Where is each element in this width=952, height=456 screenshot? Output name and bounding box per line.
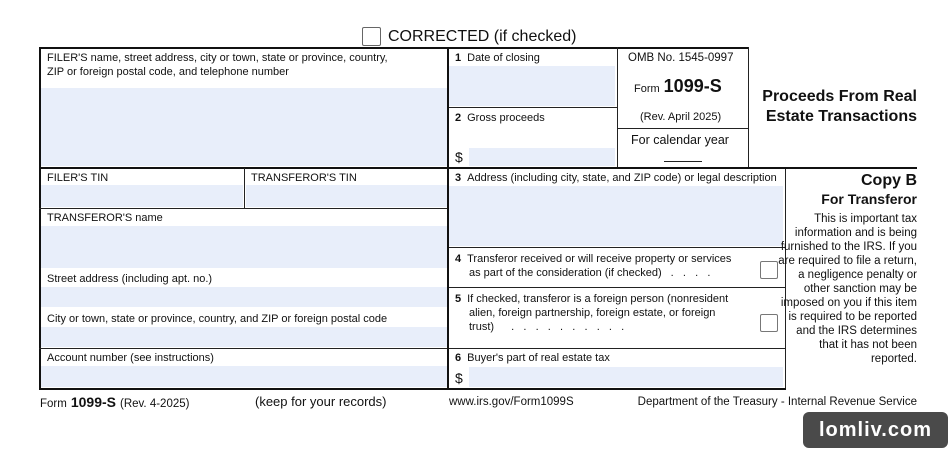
gross-proceeds-field[interactable] — [469, 148, 615, 166]
filer-tin-field[interactable] — [41, 185, 243, 207]
box4-dots: . . . . — [670, 267, 711, 279]
box2-label — [455, 111, 545, 125]
box6-label — [455, 351, 610, 365]
box1-number: 1 — [455, 52, 462, 64]
footer-department: Department of the Treasury - Internal Revenue Service — [637, 396, 917, 408]
box5-checkbox[interactable] — [760, 314, 778, 332]
omb-number: OMB No. 1545-0997 — [628, 52, 734, 64]
tin-divider — [244, 168, 245, 208]
account-number-label: Account number (see instructions) — [47, 352, 214, 364]
box5-text-3: trust) — [469, 321, 495, 333]
omb-form-id — [634, 76, 722, 97]
box4-text-1: Transferor received or will receive property or services — [467, 253, 732, 265]
box6-dollar-sign: $ — [455, 370, 463, 386]
footer-form-number: 1099-S — [70, 394, 116, 410]
corrected-checkbox-group[interactable] — [362, 27, 576, 46]
property-address-field[interactable] — [449, 186, 783, 246]
box4-text-2: as part of the consideration (if checked) — [469, 267, 662, 279]
footer-revision: (Rev. 4-2025) — [120, 398, 190, 410]
transferor-tin-field[interactable] — [246, 185, 447, 207]
box5-text-1: If checked, transferor is a foreign person (nonresident — [467, 293, 729, 305]
transferor-name-field[interactable] — [41, 226, 447, 268]
street-address-field[interactable] — [41, 287, 447, 307]
box2-number: 2 — [455, 112, 462, 124]
form-title-line-2: Estate Transactions — [765, 108, 917, 125]
box1-text: Date of closing — [467, 52, 540, 64]
box6-number: 6 — [455, 352, 462, 364]
tin-bottom-rule — [39, 208, 449, 209]
box5-label-1 — [455, 292, 728, 306]
buyers-real-estate-tax-field[interactable] — [469, 367, 783, 387]
corrected-checkbox[interactable] — [362, 27, 381, 46]
watermark-logo: lomliv.com — [803, 412, 948, 448]
calendar-year-field[interactable] — [664, 148, 702, 161]
copy-notice: This is important tax information and is being furnished to the IRS. If you are required to file a return, a negligence penalty or other sanction may be imposed on you if this item is required to be reported and the IRS determines that it has not been reported. — [778, 213, 917, 365]
city-label: City or town, state or province, country, and ZIP or foreign postal code — [47, 313, 388, 325]
account-number-field[interactable] — [41, 366, 447, 387]
transferor-name-label: TRANSFEROR'S name — [47, 212, 163, 224]
box6-text: Buyer's part of real estate tax — [467, 352, 610, 364]
calendar-top-rule — [617, 128, 749, 129]
box4-label-2 — [469, 266, 710, 280]
box5-label-2: alien, foreign partnership, foreign estate, or foreign — [469, 307, 716, 319]
box2-dollar-sign: $ — [455, 149, 463, 165]
form-top-border — [39, 47, 749, 49]
filer-name-field[interactable] — [41, 88, 447, 166]
box3-label — [455, 171, 777, 185]
omb-left-border — [617, 47, 618, 167]
filer-name-label-2: ZIP or foreign postal code, and telephone number — [47, 66, 289, 78]
copy-heading: Copy B — [861, 172, 917, 189]
footer-form-id — [40, 394, 189, 410]
date-of-closing-field[interactable] — [449, 66, 615, 106]
box1-label — [455, 51, 540, 65]
box4-bottom-rule — [449, 287, 785, 288]
omb-form-number: 1099-S — [663, 76, 722, 96]
copy-recipient: For Transferor — [821, 191, 917, 207]
omb-revision: (Rev. April 2025) — [640, 111, 722, 123]
box4-label-1 — [455, 252, 731, 266]
street-address-label: Street address (including apt. no.) — [47, 273, 213, 285]
box3-number: 3 — [455, 172, 462, 184]
footer-form-word: Form — [40, 398, 67, 410]
box5-dots: . . . . . . . . . . — [511, 321, 625, 333]
box3-text: Address (including city, state, and ZIP code) or legal description — [467, 172, 777, 184]
filer-tin-label: FILER'S TIN — [47, 172, 109, 184]
box1-bottom-rule — [449, 107, 617, 108]
box4-number: 4 — [455, 253, 462, 265]
middle-top-rule — [447, 167, 785, 169]
calendar-year-label: For calendar year — [631, 133, 729, 147]
box5-number: 5 — [455, 293, 462, 305]
right-top-rule — [749, 167, 917, 169]
form-title-line-1: Proceeds From Real — [762, 88, 917, 105]
corrected-label: CORRECTED (if checked) — [388, 27, 577, 45]
form-bottom-border — [39, 388, 786, 390]
omb-form-word: Form — [634, 83, 660, 95]
box5-bottom-rule — [449, 348, 785, 349]
box5-label-3 — [469, 320, 624, 334]
box4-checkbox[interactable] — [760, 261, 778, 279]
city-bottom-rule — [39, 348, 449, 349]
calendar-year-underline — [664, 161, 702, 162]
filer-name-label-1: FILER'S name, street address, city or town, state or province, country, — [47, 52, 388, 64]
form-title — [717, 87, 917, 127]
box2-text: Gross proceeds — [467, 112, 545, 124]
transferor-tin-label: TRANSFEROR'S TIN — [251, 172, 357, 184]
footer-url: www.irs.gov/Form1099S — [449, 396, 574, 408]
box3-bottom-rule — [449, 247, 785, 248]
city-field[interactable] — [41, 327, 447, 347]
footer-keep-note: (keep for your records) — [255, 394, 387, 409]
